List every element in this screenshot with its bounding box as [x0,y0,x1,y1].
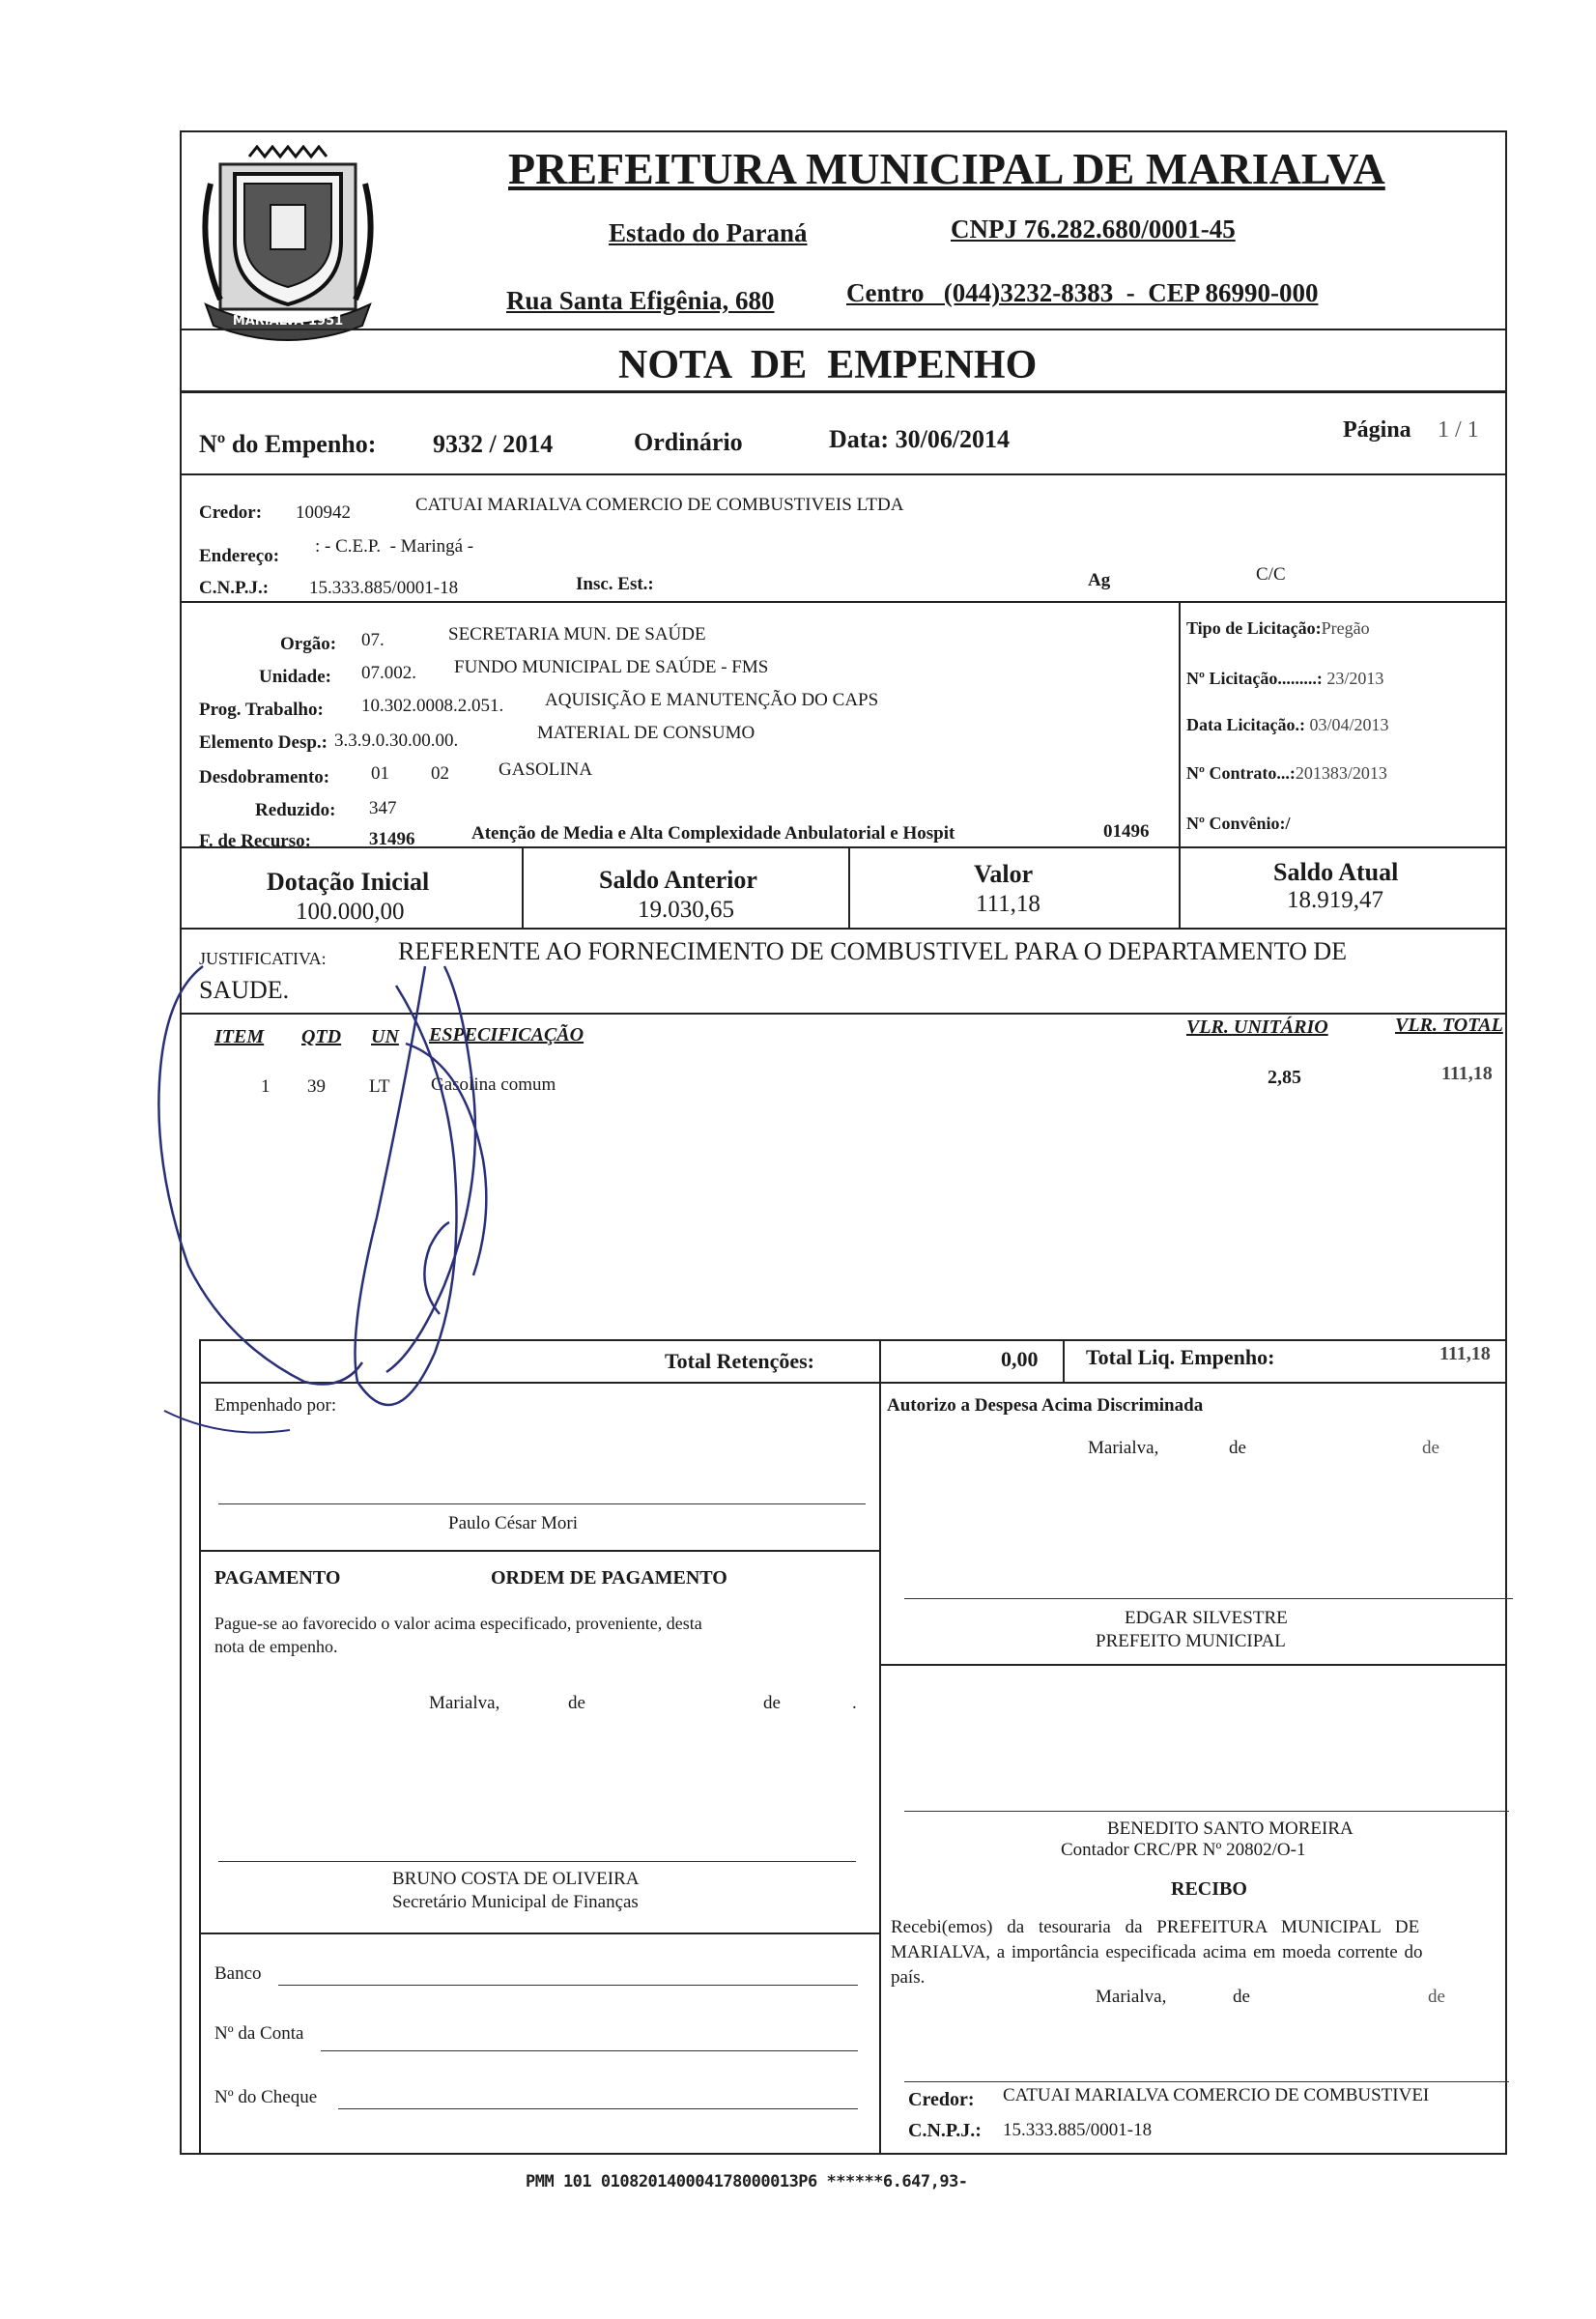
credor-code: 100942 [296,502,351,523]
fonte-recurso-code2: 01496 [1103,821,1150,842]
fonte-recurso-name: Atenção de Media e Alta Complexidade Anbulatorial e Hospit [471,823,955,844]
secretario-name: BRUNO COSTA DE OLIVEIRA [392,1869,640,1889]
cheque-label: Nº do Cheque [214,2087,318,2107]
data-licitacao-label: Data Licitação.: [1186,715,1305,734]
recibo-credor-label: Credor: [908,2089,975,2110]
banco-label: Banco [214,1963,262,1984]
document-title: NOTA DE EMPENHO [618,343,1038,387]
justificativa-text-line2: SAUDE. [199,976,290,1004]
empenho-date: Data: 30/06/2014 [829,425,1011,453]
desdobramento-label: Desdobramento: [199,767,330,787]
valor-label: Valor [974,860,1034,888]
page-value: 1 / 1 [1438,417,1479,443]
autorizo-de-1: de [1229,1438,1246,1458]
contador-name: BENEDITO SANTO MOREIRA [1107,1818,1354,1839]
recibo-place: Marialva, [1096,1987,1167,2007]
item-row-1-total-value: 111,18 [1441,1063,1493,1084]
prog-trabalho-name: AQUISIÇÃO E MANUTENÇÃO DO CAPS [545,690,879,710]
recibo-cnpj-value: 15.333.885/0001-18 [1003,2120,1153,2140]
municipality-cnpj: CNPJ 76.282.680/0001-45 [951,215,1236,243]
item-row-1-qtd: 39 [307,1076,326,1097]
autorizo-text: Autorizo a Despesa Acima Discriminada [887,1395,1204,1416]
numero-contrato-label: Nº Contrato...: [1186,763,1296,783]
col-header-unit-value: VLR. UNITÁRIO [1186,1016,1328,1038]
recibo-de-1: de [1233,1987,1250,2007]
cheque-line [338,2108,858,2109]
pagamento-text-line2: nota de empenho. [214,1637,338,1656]
item-row-1-un: LT [369,1076,390,1097]
credor-name: CATUAI MARIALVA COMERCIO DE COMBUSTIVEIS LTDA [415,495,904,515]
reduzido-label: Reduzido: [255,800,336,820]
recibo-text-line1: Recebi(emos) da tesouraria da PREFEITURA MUNICIPAL DE [891,1917,1420,1937]
total-retencoes-label: Total Retenções: [665,1349,814,1373]
recibo-credor-value: CATUAI MARIALVA COMERCIO DE COMBUSTIVEI [1003,2085,1430,2105]
pagamento-place: Marialva, [429,1693,500,1713]
col-header-item: ITEM [214,1026,265,1047]
page-label: Página [1343,417,1411,443]
empenho-number-label: Nº do Empenho: [199,430,377,458]
prefeito-title: PREFEITO MUNICIPAL [1096,1631,1286,1651]
recibo-title: RECIBO [1171,1878,1247,1900]
cc-label: C/C [1256,564,1286,585]
coat-of-arms-logo [191,145,385,348]
pagamento-de-2: de [763,1693,781,1713]
elemento-code: 3.3.9.0.30.00.00. [334,730,459,751]
orgao-name: SECRETARIA MUN. DE SAÚDE [448,624,706,644]
orgao-label: Orgão: [280,634,337,654]
data-licitacao [1186,715,1388,735]
prog-trabalho-code: 10.302.0008.2.051. [361,696,504,716]
item-row-1-unit-value: 2,85 [1268,1067,1301,1088]
saldo-anterior-label: Saldo Anterior [599,866,757,894]
dotacao-inicial-value: 100.000,00 [296,899,405,925]
credor-cnpj-value: 15.333.885/0001-18 [309,578,459,598]
saldo-atual-value: 18.919,47 [1287,887,1383,913]
state-name: Estado do Paraná [609,218,808,247]
credor-label: Credor: [199,502,263,523]
prefeito-name: EDGAR SILVESTRE [1125,1608,1288,1628]
autorizo-place: Marialva, [1088,1438,1159,1458]
reduzido-value: 347 [369,798,397,818]
dotacao-inicial-label: Dotação Inicial [267,868,430,896]
empenho-number: 9332 / 2014 [433,430,554,458]
recibo-text-line3: país. [891,1967,926,1988]
pagamento-dot: . [852,1693,857,1713]
elemento-label: Elemento Desp.: [199,732,328,753]
fonte-recurso-label: F. de Recurso: [199,831,311,851]
address-value: : - C.E.P. - Maringá - [315,536,474,557]
numero-contrato-value: 201383/2013 [1295,763,1387,783]
conta-label: Nº da Conta [214,2023,304,2044]
justificativa-label: JUSTIFICATIVA: [199,949,327,968]
numero-convenio: Nº Convênio:/ [1186,814,1291,833]
item-row-1-item: 1 [261,1076,271,1097]
municipality-address: Rua Santa Efigênia, 680 [506,286,775,315]
address-label: Endereço: [199,546,280,566]
municipality-contact: Centro (044)3232-8383 - CEP 86990-000 [846,278,1319,307]
total-liquido-label: Total Liq. Empenho: [1086,1345,1275,1369]
numero-licitacao-value: 23/2013 [1326,669,1384,688]
desdobramento-b: 02 [431,763,449,784]
total-retencoes-value: 0,00 [1001,1347,1039,1371]
saldo-anterior-value: 19.030,65 [638,897,734,923]
unidade-code: 07.002. [361,663,416,683]
pagamento-text-line1: Pague-se ao favorecido o valor acima especificado, proveniente, desta [214,1614,702,1633]
recibo-cnpj-label: C.N.P.J.: [908,2120,982,2141]
empenhado-por-label: Empenhado por: [214,1395,337,1416]
svg-text:MARIALVA 1951: MARIALVA 1951 [232,314,344,329]
tipo-licitacao-value: Pregão [1321,618,1370,638]
empenhado-por-name: Paulo César Mori [448,1513,579,1533]
tipo-licitacao-label: Tipo de Licitação: [1186,618,1322,638]
numero-licitacao [1186,669,1383,689]
unidade-label: Unidade: [259,667,331,687]
unidade-name: FUNDO MUNICIPAL DE SAÚDE - FMS [454,657,769,677]
valor-value: 111,18 [976,891,1040,917]
prog-trabalho-label: Prog. Trabalho: [199,700,324,720]
machine-authentication-code: PMM 101 010820140004178000013P6 ******6.647,93- [526,2172,968,2191]
fonte-recurso-code: 31496 [369,829,415,849]
item-row-1-spec: Gasolina comum [431,1074,556,1095]
municipality-title: PREFEITURA MUNICIPAL DE MARIALVA [508,144,1385,193]
orgao-code: 07. [361,630,385,650]
elemento-name: MATERIAL DE CONSUMO [537,723,755,743]
recibo-de-2: de [1428,1987,1445,2007]
col-header-qtd: QTD [301,1026,342,1047]
numero-licitacao-label: Nº Licitação.........: [1186,669,1323,688]
banco-line [278,1985,858,1986]
pagamento-de-1: de [568,1693,585,1713]
pagamento-label: PAGAMENTO [214,1567,341,1589]
credor-cnpj-label: C.N.P.J.: [199,578,270,598]
justificativa-text-line1: REFERENTE AO FORNECIMENTO DE COMBUSTIVEL PARA O DEPARTAMENTO DE [398,937,1348,965]
col-header-un: UN [371,1026,399,1047]
col-header-total-value: VLR. TOTAL [1395,1015,1503,1036]
col-header-spec: ESPECIFICAÇÃO [429,1024,584,1045]
desdobramento-name: GASOLINA [499,759,593,780]
recibo-text-line2: MARIALVA, a importância especificada acima em moeda corrente do [891,1942,1423,1962]
data-licitacao-value: 03/04/2013 [1309,715,1389,734]
total-liquido-value: 111,18 [1439,1343,1491,1364]
numero-contrato [1186,763,1387,784]
saldo-atual-label: Saldo Atual [1273,858,1399,886]
empenho-type: Ordinário [634,428,743,456]
secretario-title: Secretário Municipal de Finanças [392,1892,639,1912]
contador-title: Contador CRC/PR Nº 20802/O-1 [1061,1840,1306,1860]
tipo-licitacao [1186,618,1370,639]
ordem-pagamento-label: ORDEM DE PAGAMENTO [491,1567,727,1589]
desdobramento-a: 01 [371,763,389,784]
autorizo-de-2: de [1422,1438,1439,1458]
insc-est-label: Insc. Est.: [576,574,654,594]
ag-label: Ag [1088,570,1111,590]
conta-line [321,2050,858,2051]
